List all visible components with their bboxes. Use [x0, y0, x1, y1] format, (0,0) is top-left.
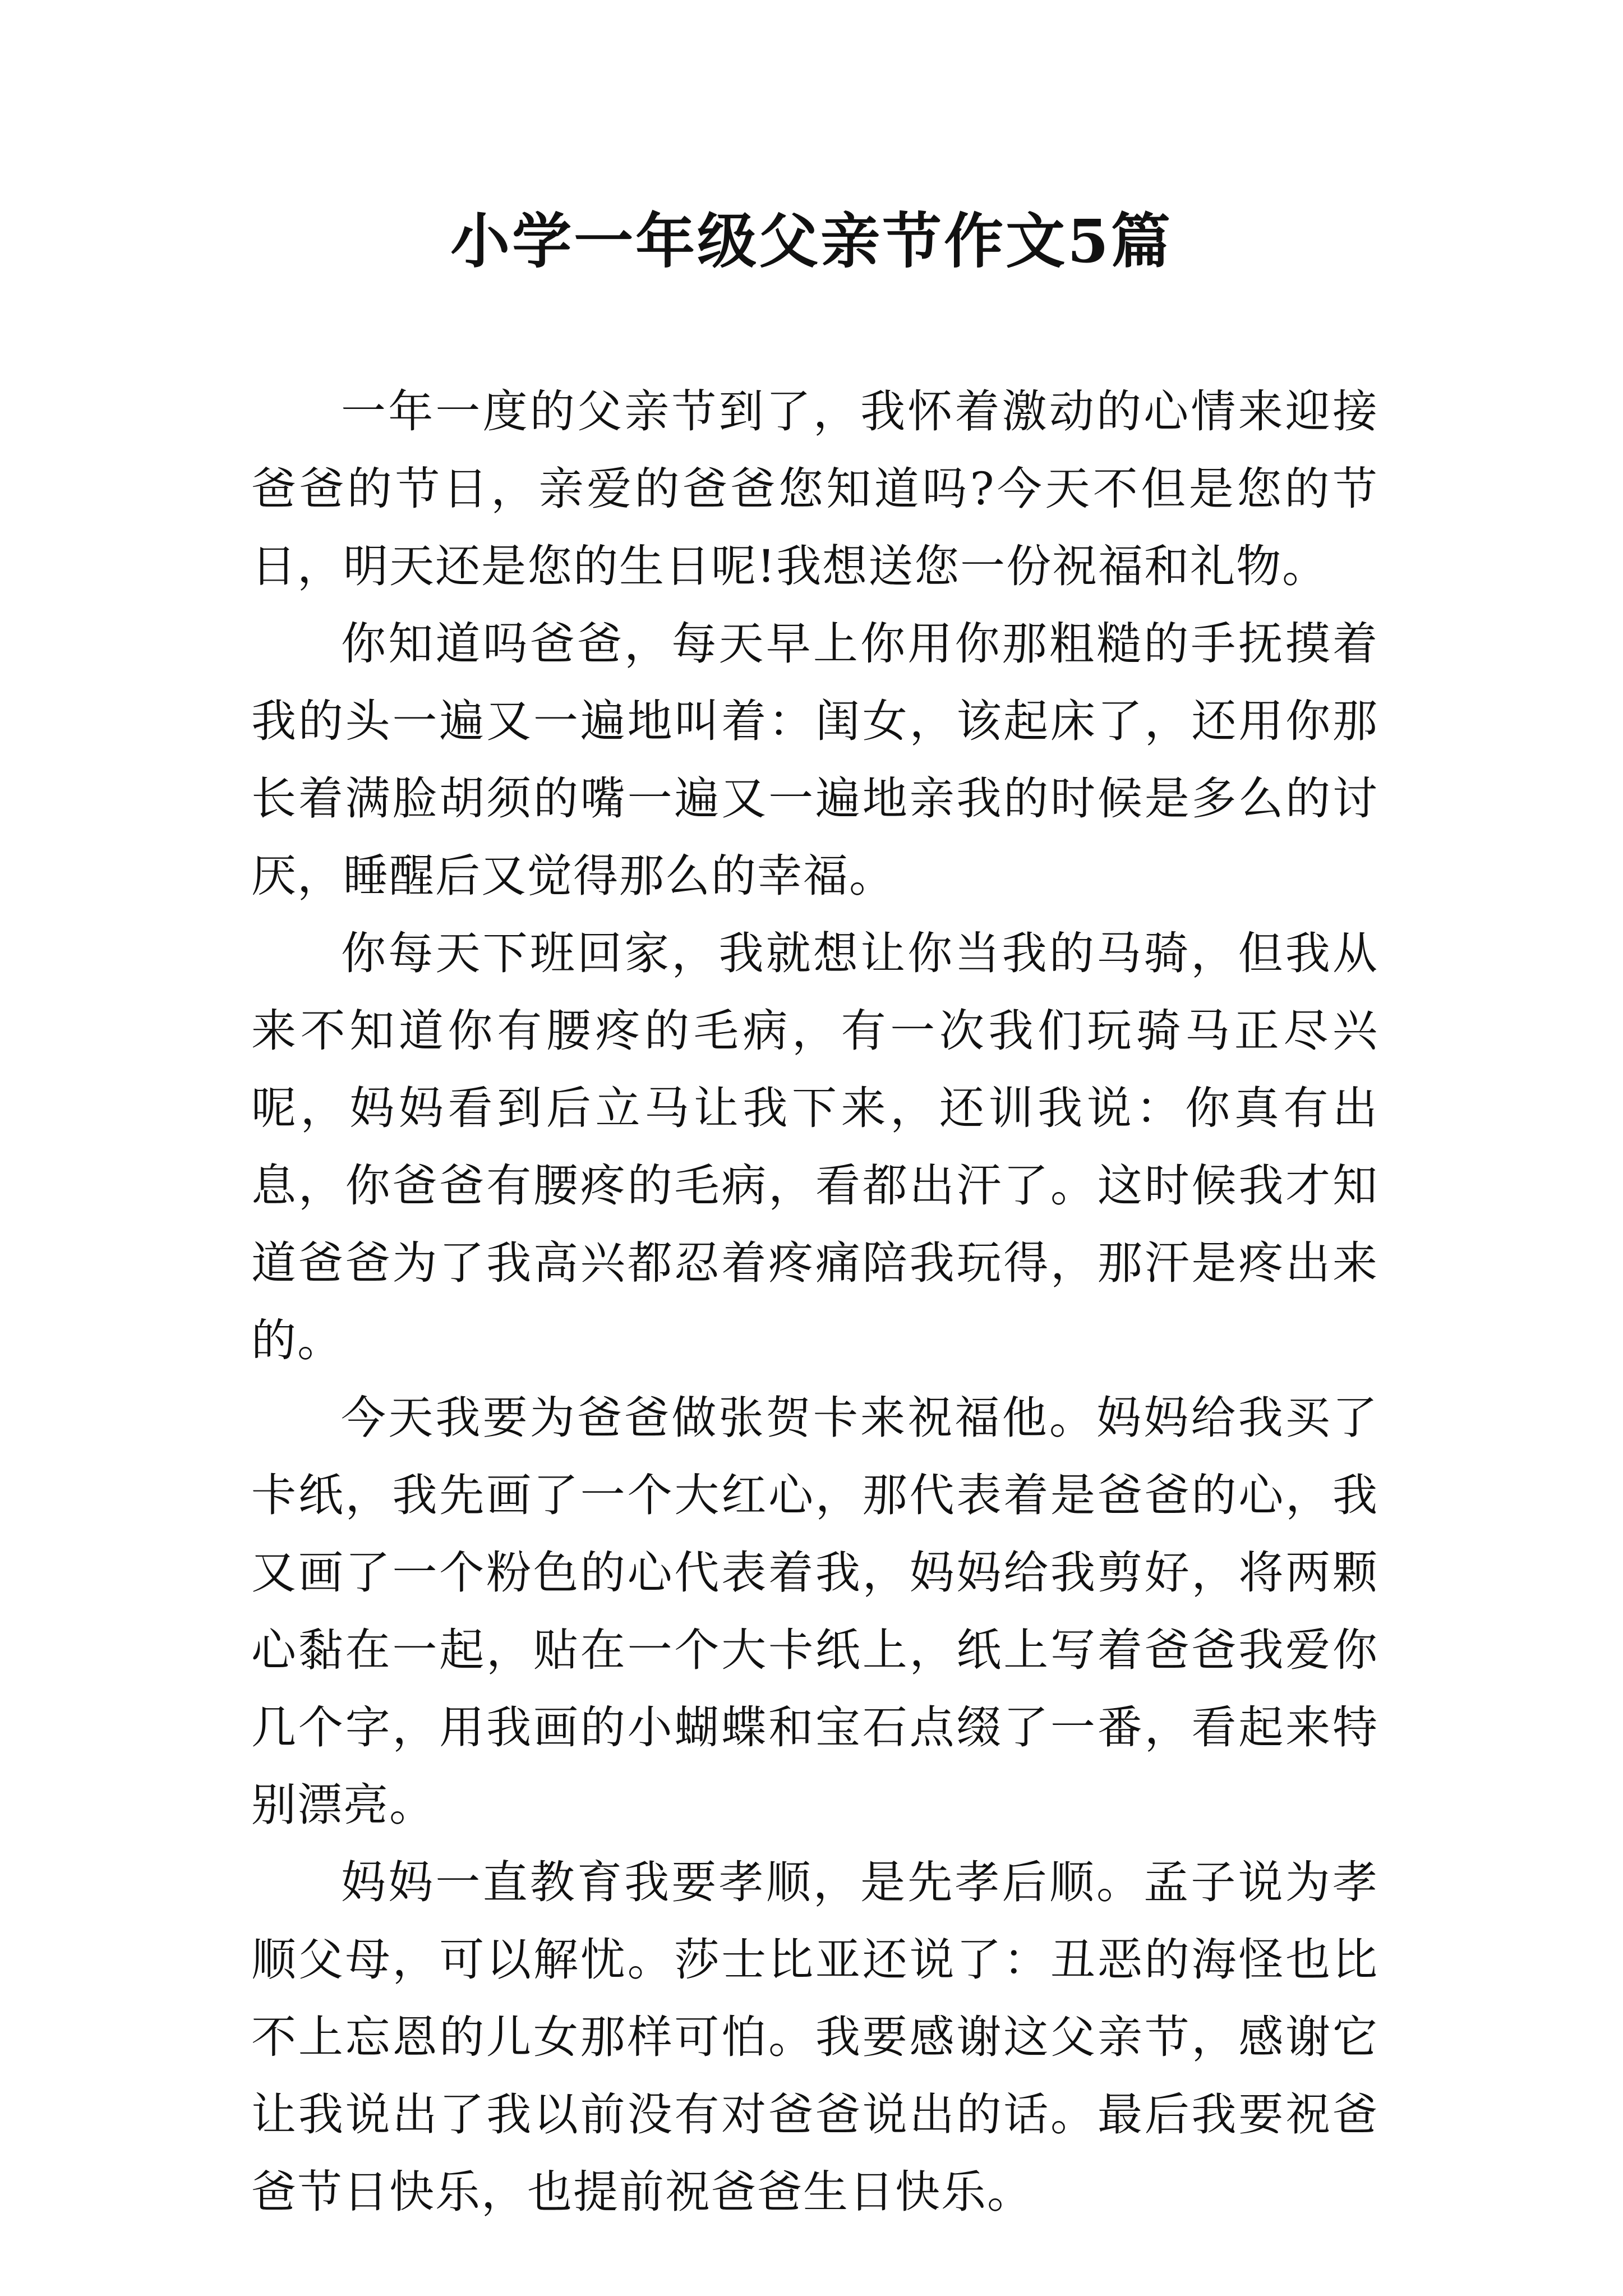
paragraph-1: 一年一度的父亲节到了，我怀着激动的心情来迎接爸爸的节日，亲爱的爸爸您知道吗?今天不但是您的节日，明天还是您的生日呢!我想送您一份祝福和礼物。: [251, 385, 1378, 592]
paragraph-2: 你知道吗爸爸，每天早上你用你那粗糙的手抚摸着我的头一遍又一遍地叫着：闺女，该起床了，还用你那长着满脸胡须的嘴一遍又一遍地亲我的时候是多么的讨厌，睡醒后又觉得那么的幸福。: [251, 618, 1378, 902]
paragraph-3: 你每天下班回家，我就想让你当我的马骑，但我从来不知道你有腰疼的毛病，有一次我们玩骑马正尽兴呢，妈妈看到后立马让我下来，还训我说：你真有出息，你爸爸有腰疼的毛病，看都出汗了。这时候我才知道爸爸为了我高兴都忍着疼痛陪我玩得，那汗是疼出来的。: [251, 927, 1378, 1366]
document-title: 小学一年级父亲节作文5篇: [450, 206, 1173, 276]
document-body: [251, 373, 1378, 2231]
paragraph-5: 妈妈一直教育我要孝顺，是先孝后顺。孟子说为孝顺父母，可以解忧。莎士比亚还说了：丑恶的海怪也比不上忘恩的儿女那样可怕。我要感谢这父亲节，感谢它让我说出了我以前没有对爸爸说出的话。最后我要祝爸爸节日快乐，也提前祝爸爸生日快乐。: [251, 1856, 1378, 2218]
paragraph-4: 今天我要为爸爸做张贺卡来祝福他。妈妈给我买了卡纸，我先画了一个大红心，那代表着是爸爸的心，我又画了一个粉色的心代表着我，妈妈给我剪好，将两颗心黏在一起，贴在一个大卡纸上，纸上写着爸爸我爱你几个字，用我画的小蝴蝶和宝石点缀了一番，看起来特别漂亮。: [251, 1392, 1378, 1831]
